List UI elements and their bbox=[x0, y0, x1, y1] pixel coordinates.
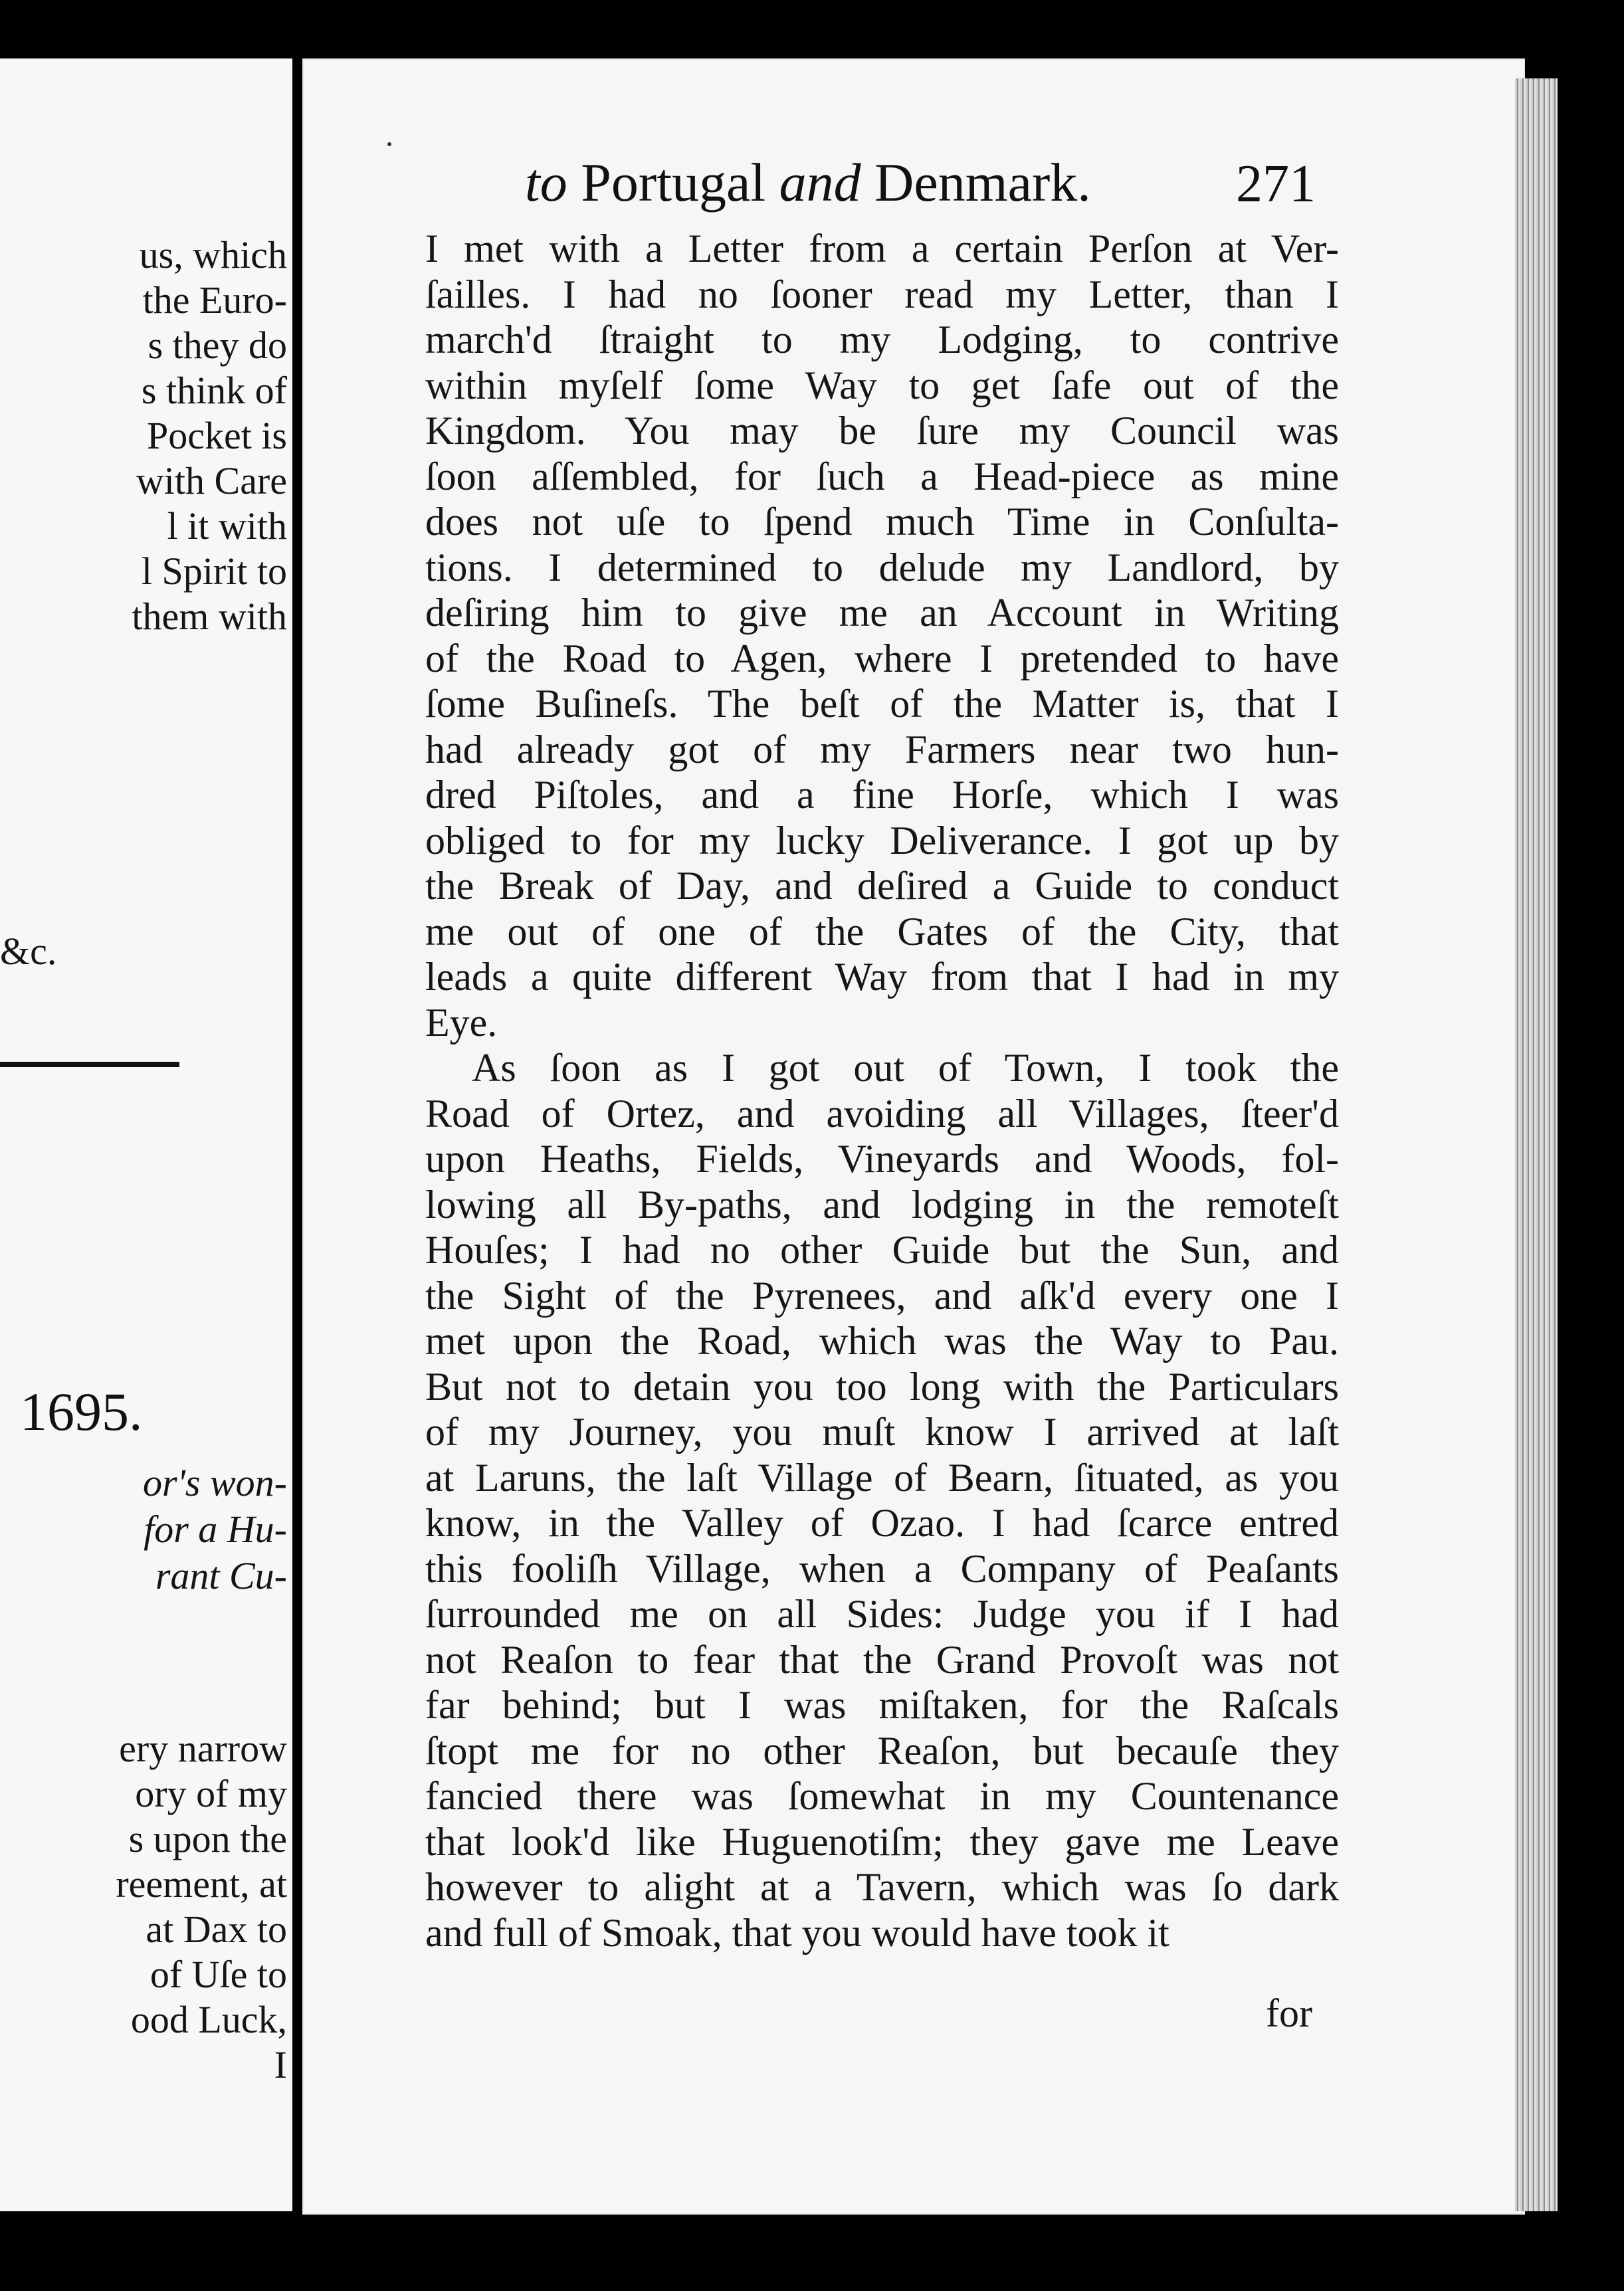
body-line: upon Heaths, Fields, Vineyards and Woods, fol- bbox=[425, 1137, 1339, 1181]
running-head-word2: Denmark. bbox=[874, 152, 1091, 213]
body-line: however to alight at a Tavern, which was ſo dark bbox=[425, 1865, 1339, 1909]
body-line: the Break of Day, and deſired a Guide to conduct bbox=[425, 864, 1339, 908]
body-line: and full of Smoak, that you would have took it bbox=[425, 1910, 1169, 1955]
body-line: met upon the Road, which was the Way to Pau. bbox=[425, 1319, 1339, 1363]
body-line: this fooliſh Village, when a Company of Peaſants bbox=[425, 1546, 1339, 1591]
left-page-line: them with bbox=[132, 595, 287, 638]
body-line: Kingdom. You may be ſure my Council was bbox=[425, 409, 1339, 452]
left-page-line: or's won- bbox=[142, 1461, 287, 1504]
left-page-line: s think of bbox=[141, 369, 287, 412]
left-page-line: with Care bbox=[136, 459, 287, 502]
body-line: of the Road to Agen, where I pretended to have bbox=[425, 636, 1339, 680]
left-page-rule bbox=[0, 1062, 179, 1067]
left-page-line: us, which bbox=[139, 233, 287, 276]
body-line: ſtopt me for no other Reaſon, but becauſe they bbox=[425, 1728, 1339, 1773]
body-line: ſoon aſſembled, for ſuch a Head-piece as mine bbox=[425, 454, 1339, 498]
body-line: the Sight of the Pyrenees, and aſk'd every one I bbox=[425, 1273, 1339, 1318]
body-line: I met with a Letter from a certain Perſon at Ver- bbox=[425, 227, 1339, 270]
body-line: ſurrounded me on all Sides: Judge you if I had bbox=[425, 1592, 1339, 1636]
body-line: ſailles. I had no ſooner read my Letter, than I bbox=[425, 272, 1339, 316]
left-page-line: Pocket is bbox=[146, 414, 287, 457]
page-number: 271 bbox=[1236, 155, 1316, 213]
body-line: deſiring him to give me an Account in Writing bbox=[425, 591, 1339, 635]
left-page-line: for a Hu- bbox=[144, 1508, 287, 1551]
left-page-line: s they do bbox=[148, 324, 287, 367]
page-fore-edge bbox=[1515, 78, 1558, 2211]
body-line: obliged to for my lucky Deliverance. I got up by bbox=[425, 818, 1339, 862]
left-page-line: l Spirit to bbox=[141, 549, 287, 593]
body-line: does not uſe to ſpend much Time in Conſulta- bbox=[425, 500, 1339, 544]
body-line: march'd ſtraight to my Lodging, to contrive bbox=[425, 318, 1339, 361]
left-page-line: ood Luck, bbox=[130, 1998, 287, 2041]
body-line: of my Journey, you muſt know I arrived at laſt bbox=[425, 1410, 1339, 1454]
left-page-line: at Dax to bbox=[146, 1908, 287, 1951]
body-line: Houſes; I had no other Guide but the Sun, and bbox=[425, 1228, 1339, 1272]
left-page-line: ory of my bbox=[135, 1772, 287, 1815]
body-line: at Laruns, the laſt Village of Bearn, ſituated, as you bbox=[425, 1455, 1339, 1500]
left-page-line: reement, at bbox=[116, 1862, 287, 1906]
body-line: that look'd like Huguenotiſm; they gave me Leave bbox=[425, 1819, 1339, 1864]
left-page-line: rant Cu- bbox=[155, 1554, 287, 1597]
body-line: tions. I determined to delude my Landlord, by bbox=[425, 545, 1339, 589]
body-line: But not to detain you too long with the Particulars bbox=[425, 1364, 1339, 1409]
body-line: dred Piſtoles, and a fine Horſe, which I was bbox=[425, 773, 1339, 817]
body-line: had already got of my Farmers near two hun- bbox=[425, 727, 1339, 771]
left-page-line: ery narrow bbox=[119, 1727, 287, 1770]
body-line: Eye. bbox=[425, 1000, 498, 1045]
running-head-word1: Portugal bbox=[581, 152, 766, 213]
left-page-etc: &c. bbox=[0, 930, 57, 973]
body-line: me out of one of the Gates of the City, that bbox=[425, 909, 1339, 953]
left-page-line: l it with bbox=[167, 504, 287, 548]
body-line: Road of Ortez, and avoiding all Villages, ſteer'd bbox=[425, 1091, 1339, 1136]
left-page-line: s upon the bbox=[128, 1817, 287, 1860]
left-page-year: 1695. bbox=[20, 1381, 143, 1442]
left-page-line: the Euro- bbox=[142, 278, 287, 322]
body-line: within myſelf ſome Way to get ſafe out of the bbox=[425, 363, 1339, 407]
body-line: not Reaſon to fear that the Grand Provoſt was not bbox=[425, 1637, 1339, 1682]
body-line: fancied there was ſomewhat in my Countenance bbox=[425, 1774, 1339, 1818]
left-page bbox=[0, 58, 292, 2211]
running-head-prefix: to bbox=[525, 152, 567, 213]
speck bbox=[387, 142, 391, 146]
catchword: for bbox=[1266, 1991, 1312, 2035]
left-page-line: of Uſe to bbox=[150, 1953, 287, 1996]
body-line: leads a quite different Way from that I had in my bbox=[425, 955, 1339, 999]
running-head-conj: and bbox=[779, 152, 861, 213]
body-line: far behind; but I was miſtaken, for the Raſcals bbox=[425, 1683, 1339, 1727]
body-text bbox=[425, 226, 1339, 1955]
left-page-line: I bbox=[274, 2043, 287, 2086]
body-line: ſome Buſineſs. The beſt of the Matter is, that I bbox=[425, 682, 1339, 726]
body-line: lowing all By-paths, and lodging in the remoteſt bbox=[425, 1182, 1339, 1227]
body-line: know, in the Valley of Ozao. I had ſcarce entred bbox=[425, 1501, 1339, 1545]
body-line: As ſoon as I got out of Town, I took the bbox=[472, 1046, 1339, 1090]
